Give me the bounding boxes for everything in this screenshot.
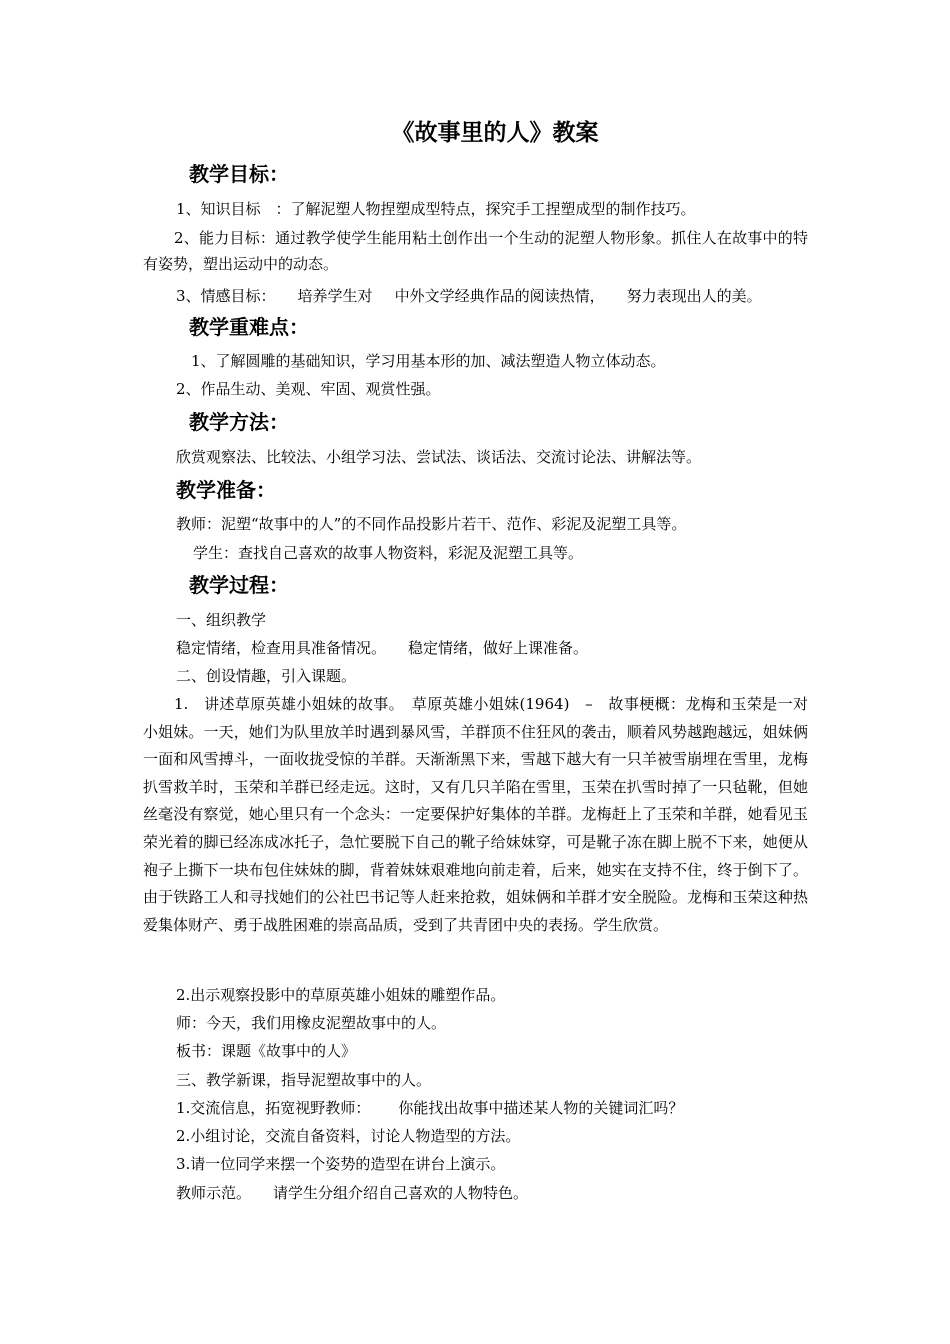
heading-objectives: 教学目标：: [189, 162, 289, 186]
document-title: 《故事里的人》教案: [391, 120, 599, 146]
key-point-2: 2、作品生动、美观、牢固、观赏性强。: [176, 380, 441, 398]
process-step-3: 三、教学新课，指导泥塑故事中的人。: [176, 1071, 432, 1089]
heading-methods: 教学方法：: [189, 410, 289, 434]
teacher-demo-b: 请学生分组介绍自己喜欢的人物特色。: [273, 1184, 529, 1202]
heading-preparation: 教学准备：: [176, 478, 276, 502]
process-step-3-3: 3.请一位同学来摆一个姿势的造型在讲台上演示。: [176, 1155, 506, 1173]
story-paragraph: 1. 讲述草原英雄小姐妹的故事。 草原英雄小姐妹(1964) – 故事梗概：龙梅和玉荣是一对小姐妹。一天，她们为队里放羊时遇到暴风雪，羊群顶不住狂风的袭击，顺着风势越跑越远，姐妹俩一面和风雪搏斗，一面收拢受惊的羊群。天渐渐黑下来，雪越下越大有一只羊被雪崩埋在雪里，龙梅扒雪救羊时，玉荣和羊群已经走远。这时，又有几只羊陷在雪里，玉荣在扒雪时掉了一只毡靴，但她丝毫没有察觉，她心里只有一个念头：一定要保护好集体的羊群。龙梅赶上了玉荣和羊群，她看见玉荣光着的脚已经冻成冰托子，急忙要脱下自己的靴子给妹妹穿，可是靴子冻在脚上脱不下来，她便从袍子上撕下一块布包住妹妹的脚，背着妹妹艰难地向前走着，后来，她实在支持不住，终于倒下了。由于铁路工人和寻找她们的公社巴书记等人赶来抢救，姐妹俩和羊群才安全脱险。龙梅和玉荣这种热爱集体财产、勇于战胜困难的崇高品质，受到了共青团中央的表扬。学生欣赏。: [143, 695, 808, 934]
methods-text: 欣赏观察法、比较法、小组学习法、尝试法、谈话法、交流讨论法、讲解法等。: [176, 448, 702, 466]
process-step-3-1: [176, 1098, 683, 1118]
process-step-1: 一、组织教学: [176, 611, 267, 629]
process-step-2: 二、创设情趣，引入课题。: [176, 667, 357, 685]
process-step-2-2: 2.出示观察投影中的草原英雄小姐妹的雕塑作品。: [176, 986, 506, 1004]
preparation-teacher: 教师：泥塑“故事中的人”的不同作品投影片若干、范作、彩泥及泥塑工具等。: [176, 515, 687, 533]
process-step-3-1-a: 1.交流信息，拓宽视野教师：: [176, 1099, 371, 1117]
teacher-demo: [176, 1183, 528, 1203]
heading-key-points: 教学重难点：: [189, 315, 309, 339]
board-writing: 板书：课题《故事中的人》: [176, 1042, 357, 1060]
objective-emotion-part2: 中外文学经典作品的阅读热情，: [394, 287, 605, 305]
objective-emotion-label: 3、情感目标：: [176, 287, 276, 305]
objective-emotion-part3: 努力表现出人的美。: [626, 287, 762, 305]
process-step-3-1-b: 你能找出故事中描述某人物的关键词汇吗？: [398, 1099, 684, 1117]
objective-knowledge: 1、知识目标 ：了解泥塑人物捏塑成型特点，探究手工捏塑成型的制作技巧。: [176, 200, 696, 218]
heading-process: 教学过程：: [189, 573, 289, 597]
key-point-1: 1、了解圆雕的基础知识，学习用基本形的加、减法塑造人物立体动态。: [191, 352, 666, 370]
process-step-1-detail: [176, 638, 588, 658]
process-step-1-detail-b: 稳定情绪，做好上课准备。: [408, 639, 589, 657]
teacher-line: 师：今天，我们用橡皮泥塑故事中的人。: [176, 1014, 447, 1032]
objective-emotion-part1: 培养学生对: [297, 287, 373, 305]
process-step-3-2: 2.小组讨论，交流自备资料，讨论人物造型的方法。: [176, 1127, 521, 1145]
teacher-demo-a: 教师示范。: [176, 1184, 252, 1202]
process-step-1-detail-a: 稳定情绪，检查用具准备情况。: [176, 639, 387, 657]
preparation-student: 学生：查找自己喜欢的故事人物资料，彩泥及泥塑工具等。: [193, 544, 584, 562]
objective-ability: 2、能力目标：通过教学使学生能用粘土创作出一个生动的泥塑人物形象。抓住人在故事中的特有姿势，塑出运动中的动态。: [143, 229, 808, 273]
objective-emotion: [176, 286, 762, 306]
